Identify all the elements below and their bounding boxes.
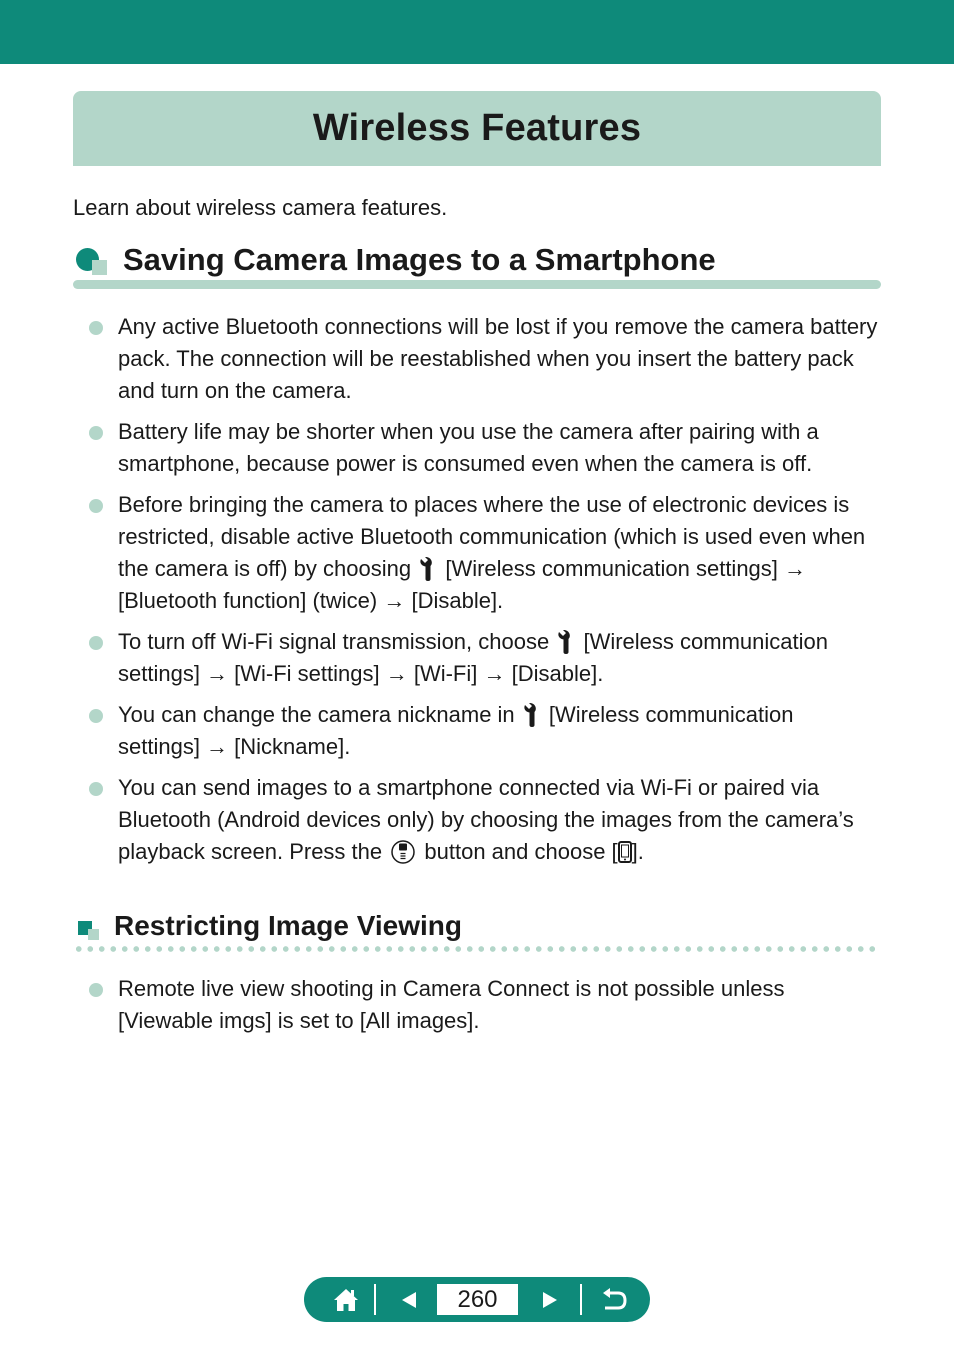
list-item [118, 973, 878, 1037]
page-title: Wireless Features [312, 107, 642, 149]
section-marker-square-icon [92, 260, 107, 275]
bullet-dot-icon [89, 983, 103, 997]
top-bar [0, 0, 954, 64]
bullet-text-cont: [Wireless communication settings] → [Nickname]. [118, 702, 794, 759]
list-item [118, 699, 878, 763]
list-item [118, 416, 878, 480]
section-heading [73, 240, 881, 290]
home-button[interactable] [318, 1277, 374, 1322]
section-rule [73, 280, 881, 289]
wrench-icon [557, 630, 575, 654]
nav-separator [374, 1284, 376, 1315]
bullet-text: Before bringing the camera to places where the use of electronic devices is restricted, disable active Bluetooth communication (which is used even when the camera is off) by choosing [118, 492, 866, 581]
next-page-button[interactable] [519, 1277, 581, 1322]
bullet-text-cont: [Wireless communication settings] → [Bluetooth function] (twice) → [Disable]. [118, 556, 807, 613]
bullet-text: Remote live view shooting in Camera Connect is not possible unless [Viewable imgs] is set to [All images]. [118, 976, 785, 1033]
bullet-text: To turn off Wi-Fi signal transmission, choose [118, 629, 550, 654]
smartphone-icon [618, 841, 632, 863]
subsection-title: Restricting Image Viewing [114, 910, 463, 941]
bullet-dot-icon [89, 426, 103, 440]
list-item [118, 772, 878, 868]
wrench-icon [419, 557, 437, 581]
prev-arrow-icon [399, 1290, 419, 1310]
subsection-bullet-list [118, 973, 878, 1046]
section-bullet-list [118, 311, 878, 877]
section-title: Saving Camera Images to a Smartphone [123, 242, 716, 277]
bullet-text-mid: button and choose [ [424, 839, 618, 864]
bullet-dot-icon [89, 636, 103, 650]
bullet-text: You can change the camera nickname in [118, 702, 515, 727]
list-item [118, 489, 878, 617]
title-banner [73, 91, 881, 166]
wrench-icon [523, 703, 541, 727]
return-button[interactable] [582, 1277, 646, 1322]
intro-text: Learn about wireless camera features. [73, 195, 448, 220]
page-number[interactable]: 260 [437, 1284, 518, 1315]
bullet-text: You can send images to a smartphone connected via Wi-Fi or paired via Bluetooth (Android devices only) by choosing the images from the camera’s playback screen. Press the [118, 775, 854, 864]
bullet-dot-icon [89, 709, 103, 723]
bullet-dot-icon [89, 321, 103, 335]
home-icon [332, 1287, 360, 1313]
page-navigation [304, 1277, 650, 1322]
dotted-rule [73, 945, 881, 953]
next-arrow-icon [540, 1290, 560, 1310]
bullet-dot-icon [89, 782, 103, 796]
bullet-text-end: ]. [631, 839, 644, 864]
list-item [118, 626, 878, 690]
bullet-text: Battery life may be shorter when you use the camera after pairing with a smartphone, because power is consumed even when the camera is off. [118, 419, 819, 476]
list-item [118, 311, 878, 407]
bullet-text: Any active Bluetooth connections will be lost if you remove the camera battery pack. The connection will be reestablished when you insert the battery pack and turn on the camera. [118, 314, 878, 403]
subsection-marker-small-square-icon [88, 929, 99, 940]
bullet-dot-icon [89, 499, 103, 513]
set-button-icon [391, 840, 415, 864]
subsection-heading [73, 908, 881, 954]
prev-page-button[interactable] [378, 1277, 440, 1322]
bullet-text-cont: [Wireless communication settings] → [Wi-Fi settings] → [Wi-Fi] → [Disable]. [118, 629, 828, 686]
return-icon [600, 1288, 628, 1312]
